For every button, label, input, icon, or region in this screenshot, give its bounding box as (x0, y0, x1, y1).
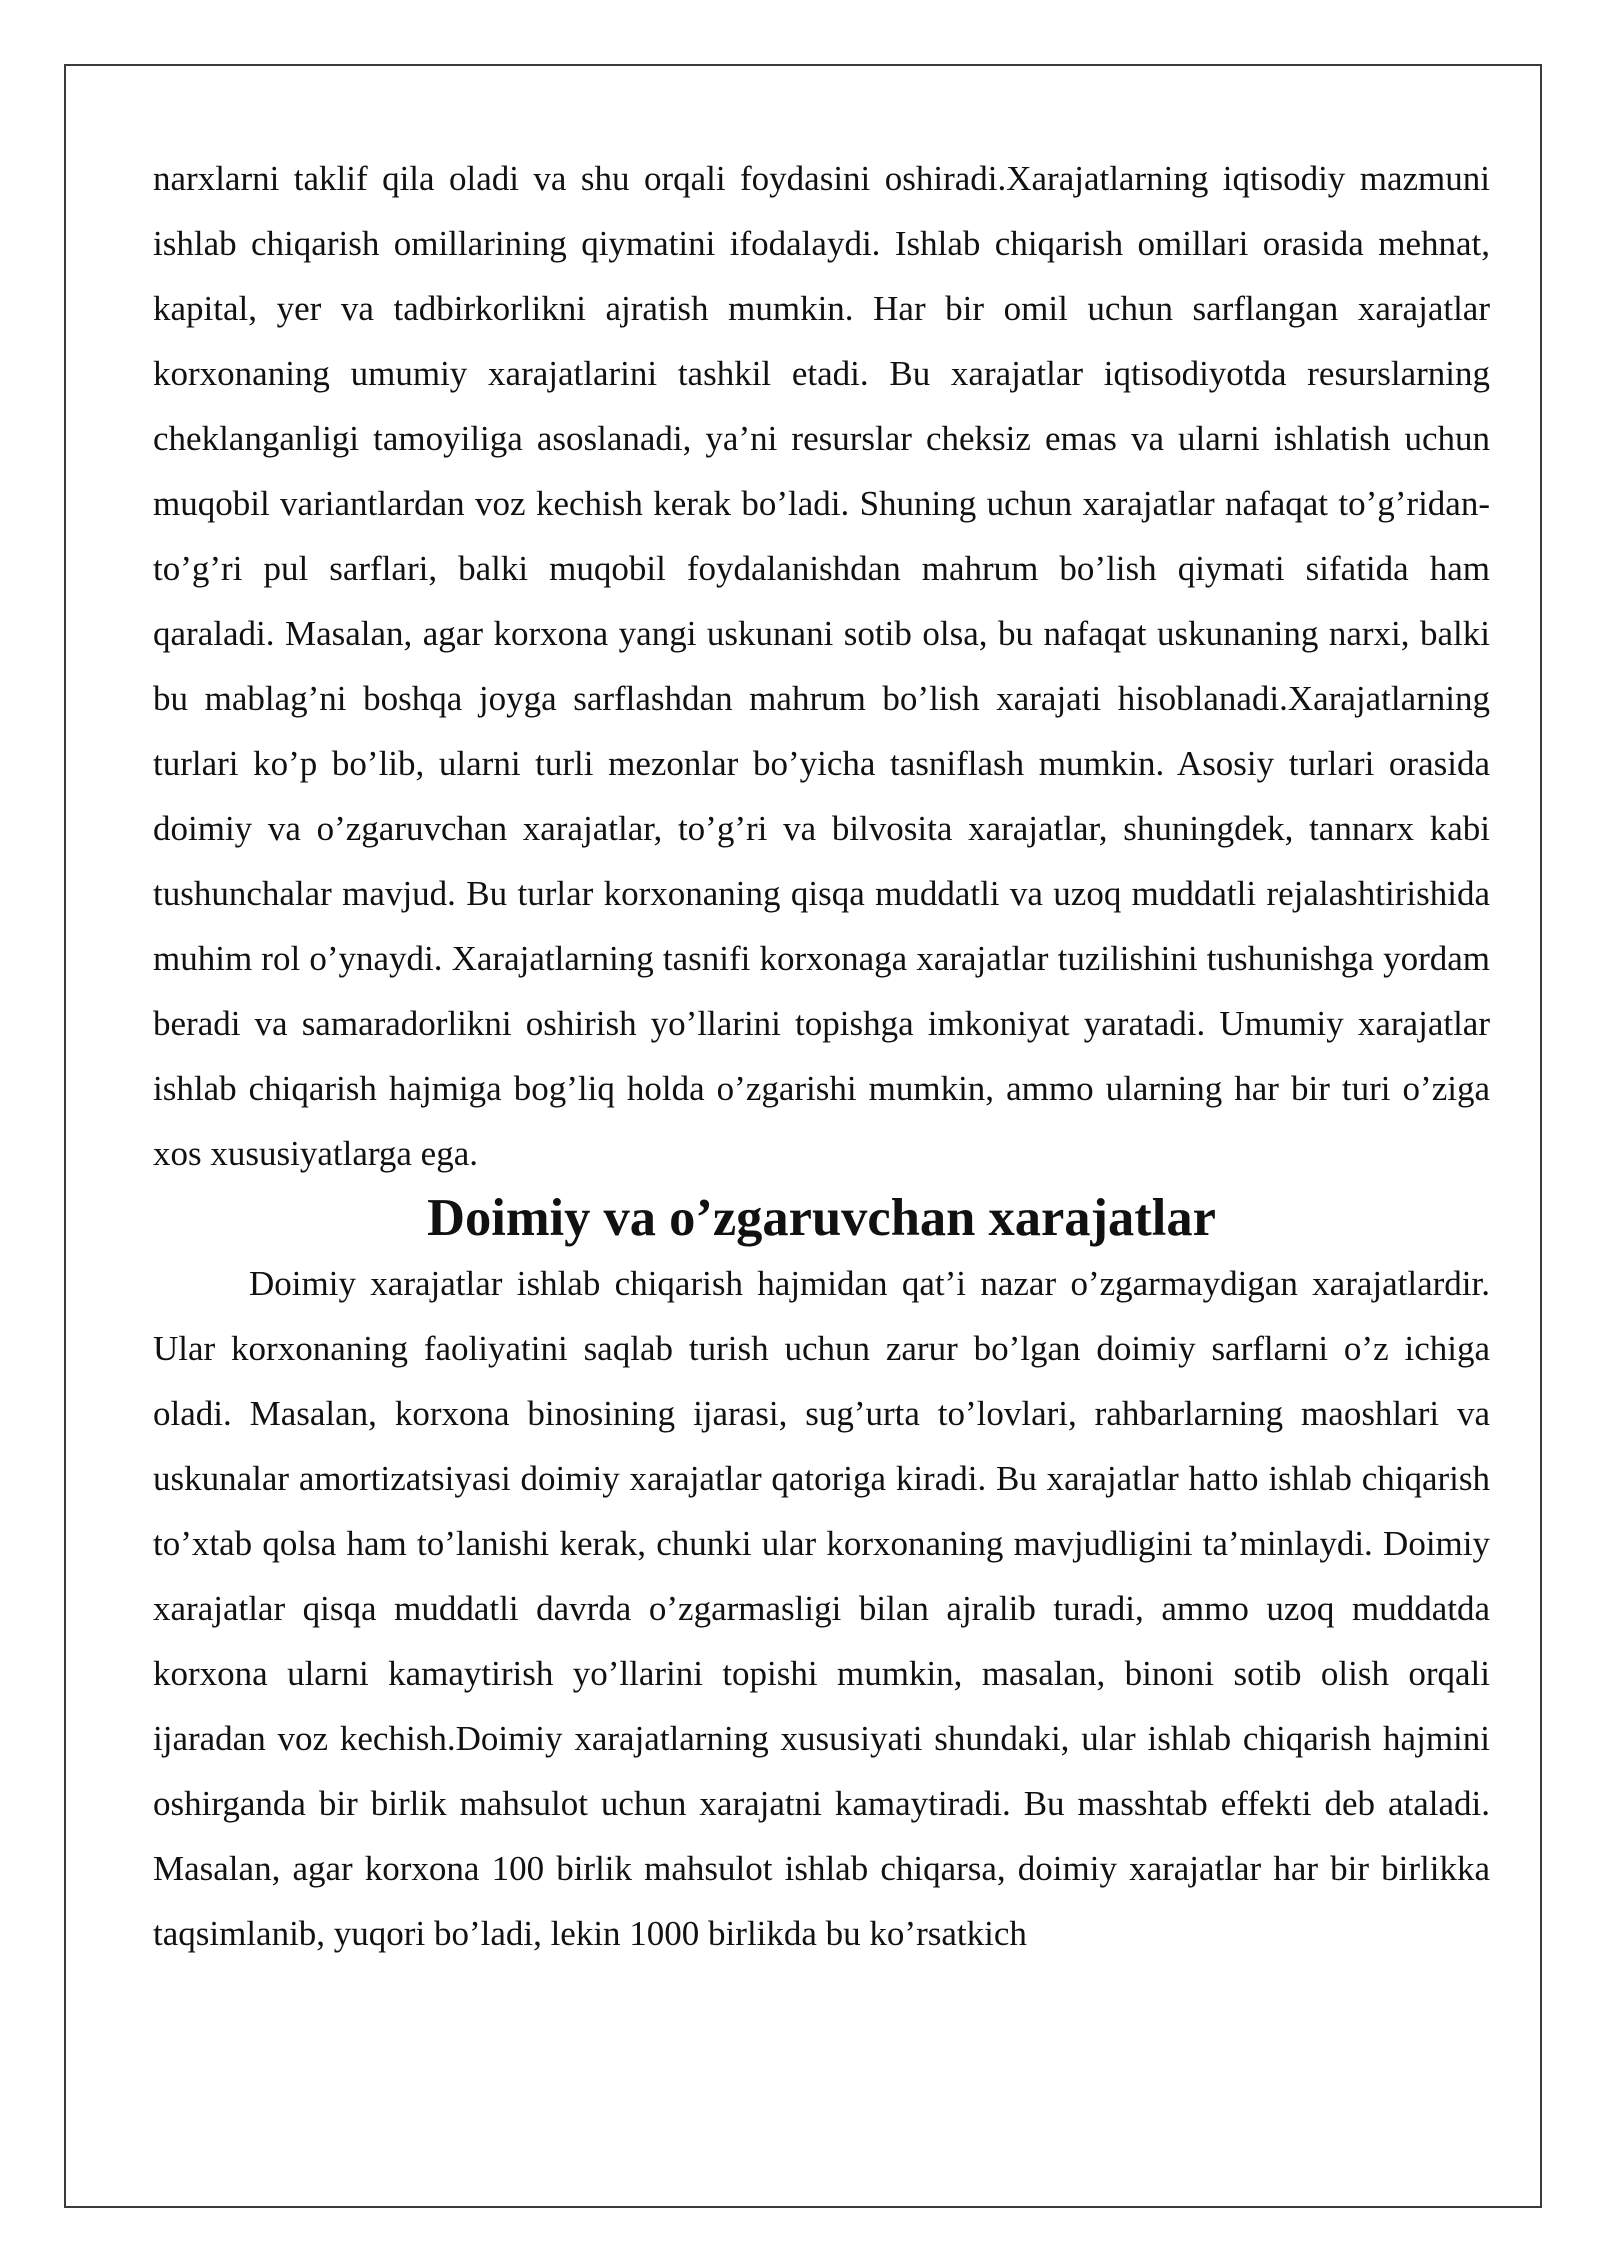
section-heading: Doimiy va o’zgaruvchan xarajatlar (427, 1189, 1216, 1247)
document-body (153, 146, 1490, 1966)
body-paragraph-1: narxlarni taklif qila oladi va shu orqali foydasini oshiradi.Xarajatlarning iqtisodiy mazmuni ishlab chiqarish omillarining qiymatini ifodalaydi. Ishlab chiqarish omillari orasida mehnat, kapital, yer va tadbirkorlikni ajratish mumkin. Har bir omil uchun sarflangan xarajatlar korxonaning umumiy xarajatlarini tashkil etadi. Bu xarajatlar iqtisodiyotda resurslarning cheklanganligi tamoyiliga asoslanadi, ya’ni resurslar cheksiz emas va ularni ishlatish uchun muqobil variantlardan voz kechish kerak bo’ladi. Shuning uchun xarajatlar nafaqat to’g’ridan-to’g’ri pul sarflari, balki muqobil foydalanishdan mahrum bo’lish qiymati sifatida ham qaraladi. Masalan, agar korxona yangi uskunani sotib olsa, bu nafaqat uskunaning narxi, balki bu mablag’ni boshqa joyga sarflashdan mahrum bo’lish xarajati hisoblanadi.Xarajatlarning turlari ko’p bo’lib, ularni turli mezonlar bo’yicha tasniflash mumkin. Asosiy turlari orasida doimiy va o’zgaruvchan xarajatlar, to’g’ri va bilvosita xarajatlar, shuningdek, tannarx kabi tushunchalar mavjud. Bu turlar korxonaning qisqa muddatli va uzoq muddatli rejalashtirishida muhim rol o’ynaydi. Xarajatlarning tasnifi korxonaga xarajatlar tuzilishini tushunishga yordam beradi va samaradorlikni oshirish yo’llarini topishga imkoniyat yaratadi. Umumiy xarajatlar ishlab chiqarish hajmiga bog’liq holda o’zgarishi mumkin, ammo ularning har bir turi o’ziga xos xususiyatlarga ega. (153, 159, 1490, 1173)
body-paragraph-2: Doimiy xarajatlar ishlab chiqarish hajmidan qat’i nazar o’zgarmaydigan xarajatlardir. Ular korxonaning faoliyatini saqlab turish uchun zarur bo’lgan doimiy sarflarni o’z ichiga oladi. Masalan, korxona binosining ijarasi, sug’urta to’lovlari, rahbarlarning maoshlari va uskunalar amortizatsiyasi doimiy xarajatlar qatoriga kiradi. Bu xarajatlar hatto ishlab chiqarish to’xtab qolsa ham to’lanishi kerak, chunki ular korxonaning mavjudligini ta’minlaydi. Doimiy xarajatlar qisqa muddatli davrda o’zgarmasligi bilan ajralib turadi, ammo uzoq muddatda korxona ularni kamaytirish yo’llarini topishi mumkin, masalan, binoni sotib olish orqali ijaradan voz kechish.Doimiy xarajatlarning xususiyati shundaki, ular ishlab chiqarish hajmini oshirganda bir birlik mahsulot uchun xarajatni kamaytiradi. Bu masshtab effekti deb ataladi. Masalan, agar korxona 100 birlik mahsulot ishlab chiqarsa, doimiy xarajatlar har bir birlikka taqsimlanib, yuqori bo’ladi, lekin 1000 birlikda bu ko’rsatkich (153, 1264, 1490, 1953)
